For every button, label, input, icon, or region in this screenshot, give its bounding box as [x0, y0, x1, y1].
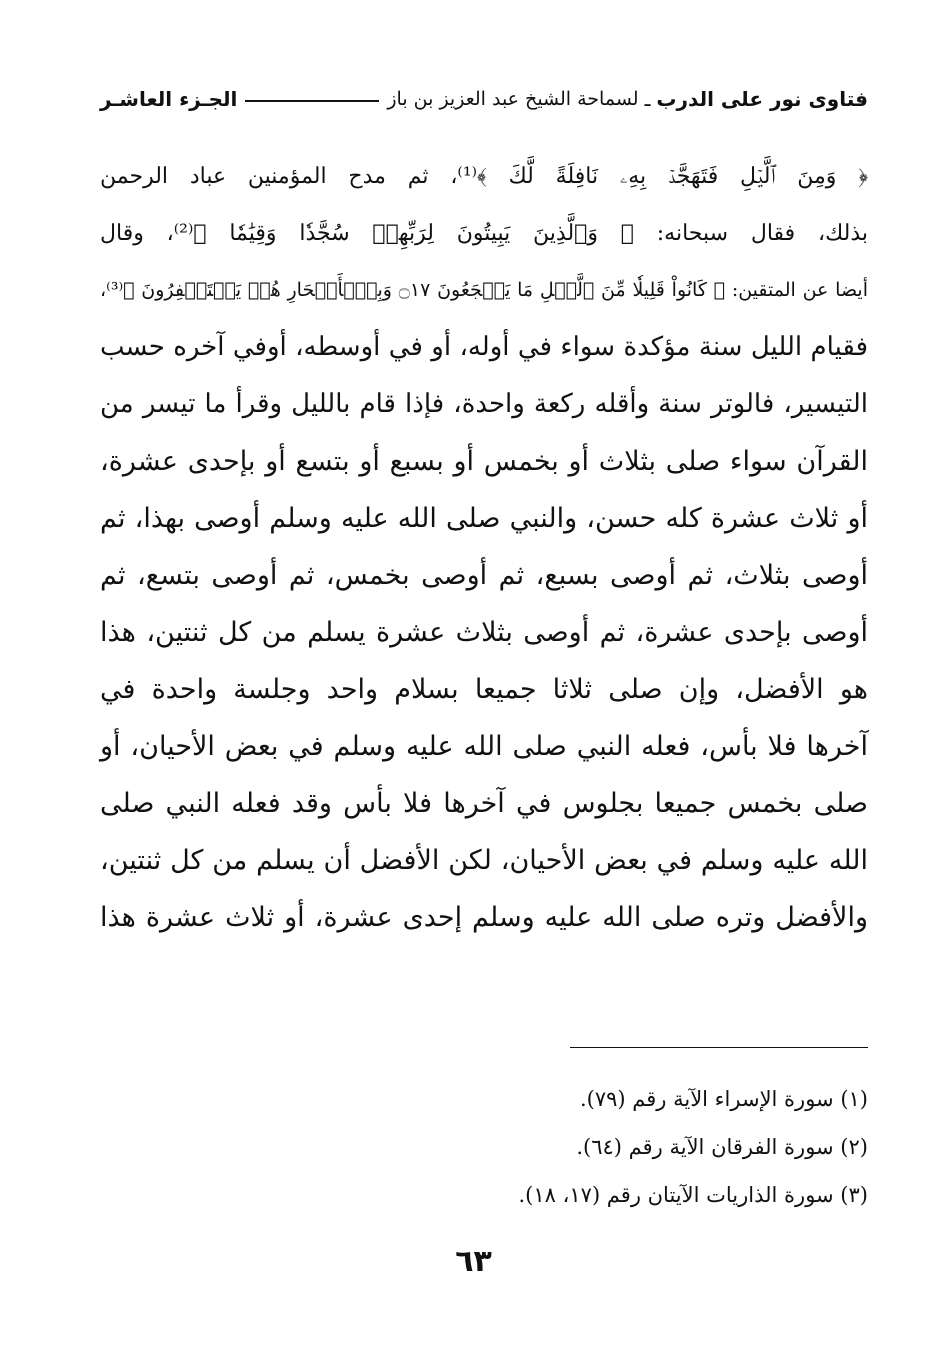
text-line: بذلك، فقال سبحانه: ﴿ وَٱلَّذِينَ يَبِيتُونَ لِرَبِّهِمۡ سُجَّدٗا وَقِيَٰمٗا ﴾⁽²⁾، وقال — [100, 221, 868, 246]
footnote: (١) سورة الإسراء الآية رقم (٧٩). — [579, 1087, 868, 1111]
text-line: أوصى بثلاث، ثم أوصى بسبع، ثم أوصى بخمس، ثم أوصى بتسع، ثم — [100, 560, 868, 591]
text-line: والأفضل وتره صلى الله عليه وسلم إحدى عشرة، أو ثلاث عشرة هذا — [100, 902, 868, 933]
text-line: الله عليه وسلم في بعض الأحيان، لكن الأفضل أن يسلم من كل ثنتين، — [100, 845, 868, 876]
main-text — [100, 148, 868, 946]
text-line: آخرها فلا بأس، فعله النبي صلى الله عليه وسلم في بعض الأحيان، أو — [100, 731, 868, 762]
page-number: ٦٣ — [455, 1244, 492, 1279]
book-title: فتاوى نور على الدرب — [656, 87, 868, 111]
text-line: فقيام الليل سنة مؤكدة سواء في أوله، أو في أوسطه، أوفي آخره حسب — [100, 332, 868, 362]
text-line: التيسير، فالوتر سنة وأقله ركعة واحدة، فإذا قام بالليل وقرأ ما تيسر من — [100, 389, 868, 419]
footnote: (٣) سورة الذاريات الآيتان رقم (١٧، ١٨). — [518, 1183, 868, 1207]
text-line: ﴿ وَمِنَ ٱلَّيۡلِ فَتَهَجَّدۡ بِهِۦ نَافِلَةً لَّكَ ﴾⁽¹⁾، ثم مدح المؤمنين عباد الرحمن — [100, 164, 868, 189]
footnote: (٢) سورة الفرقان الآية رقم (٦٤). — [576, 1135, 868, 1159]
text-line: هو الأفضل، وإن صلى ثلاثا جميعا بسلام واحد وجلسة واحدة في — [100, 674, 868, 705]
author-name: لسماحة الشيخ عبد العزيز بن باز — [387, 88, 639, 110]
text-line: أوصى بإحدى عشرة، ثم أوصى بثلاث عشرة يسلم من كل ثنتين، هذا — [100, 617, 868, 648]
text-line: أيضا عن المتقين: ﴿ كَانُواْ قَلِيلٗا مِّنَ ٱلَّيۡلِ مَا يَهۡجَعُونَ ۝١٧ وَبِٱلۡأَسۡحَارِ هُمۡ يَسۡتَغۡفِرُونَ ﴾⁽³⁾، — [100, 279, 868, 301]
text-line: صلى بخمس جميعا بجلوس في آخرها فلا بأس وقد فعله النبي صلى — [100, 788, 868, 819]
footnotes — [300, 1075, 868, 1219]
running-header — [100, 82, 868, 116]
text-line: القرآن سواء صلى بثلاث أو بخمس أو بسبع أو بتسع أو بإحدى عشرة، — [100, 446, 868, 477]
header-title — [387, 87, 868, 111]
text-line: أو ثلاث عشرة كله حسن، والنبي صلى الله عليه وسلم أوصى بهذا، ثم — [100, 503, 868, 534]
part-label: الجـزء العاشـر — [100, 87, 238, 111]
title-separator: ـ — [644, 87, 651, 111]
footnote-divider — [570, 1047, 868, 1048]
header-rule — [245, 100, 379, 102]
